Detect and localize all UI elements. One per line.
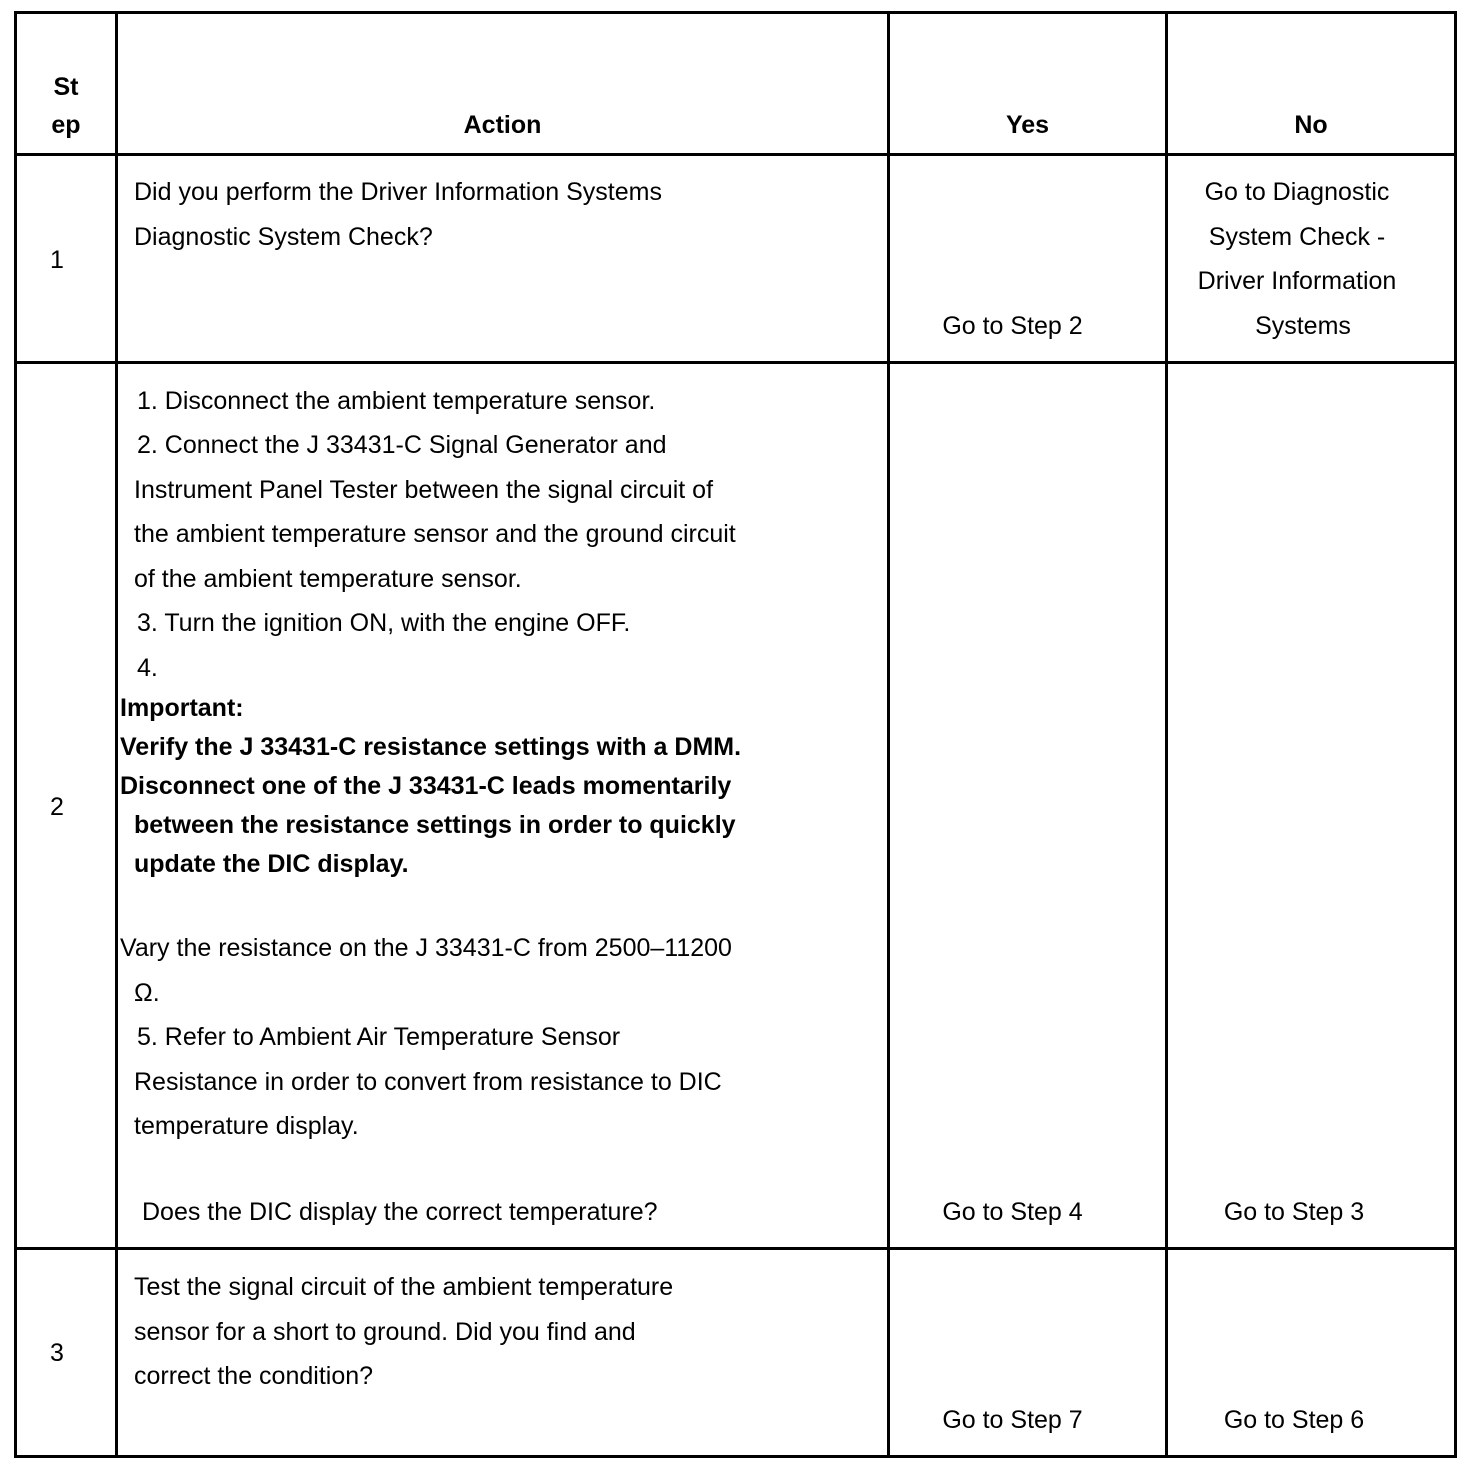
no-cell-line: System Check -: [1208, 223, 1386, 251]
header-step-line1: St: [53, 73, 79, 101]
step-number: 2: [50, 793, 64, 821]
important-label: Important:: [120, 694, 244, 722]
action-line: 5. Refer to Ambient Air Temperature Sensor: [137, 1023, 621, 1051]
action-line: of the ambient temperature sensor.: [134, 565, 522, 593]
action-line: sensor for a short to ground. Did you find and: [134, 1318, 636, 1346]
step-number: 3: [50, 1339, 64, 1367]
important-line: Verify the J 33431-C resistance settings with a DMM.: [120, 733, 742, 761]
header-action: Action: [463, 111, 542, 139]
row-divider-2: [14, 1247, 1457, 1250]
action-line: correct the condition?: [134, 1362, 374, 1390]
header-yes: Yes: [1005, 111, 1050, 139]
action-line: Test the signal circuit of the ambient temperature: [134, 1273, 674, 1301]
header-step-line2: ep: [51, 111, 81, 139]
important-line: Disconnect one of the J 33431-C leads momentarily: [120, 772, 732, 800]
step-number: 1: [50, 246, 64, 274]
action-line: Did you perform the Driver Information Systems: [134, 178, 662, 206]
row-divider-1: [14, 361, 1457, 364]
yes-cell: Go to Step 4: [942, 1198, 1083, 1226]
yes-cell: Go to Step 7: [942, 1406, 1083, 1434]
no-cell-line: Go to Diagnostic: [1204, 178, 1390, 206]
no-cell-line: Systems: [1255, 312, 1351, 340]
yes-cell: Go to Step 2: [942, 312, 1083, 340]
action-line: Vary the resistance on the J 33431-C from 2500–11200: [120, 934, 732, 962]
column-divider-step: [115, 11, 118, 1458]
important-line: between the resistance settings in order to quickly: [134, 811, 736, 839]
action-line: 3. Turn the ignition ON, with the engine OFF.: [137, 609, 631, 637]
action-line: Ω.: [134, 979, 160, 1007]
header-no: No: [1294, 111, 1328, 139]
column-divider-action: [887, 11, 890, 1458]
action-line: Diagnostic System Check?: [134, 223, 433, 251]
header-step: [17, 68, 115, 144]
action-line: Resistance in order to convert from resistance to DIC: [134, 1068, 722, 1096]
action-line: 4.: [137, 654, 158, 682]
action-line: 2. Connect the J 33431-C Signal Generator and: [137, 431, 667, 459]
no-cell: Go to Step 3: [1223, 1198, 1365, 1226]
no-cell: Go to Step 6: [1223, 1406, 1365, 1434]
action-line: temperature display.: [134, 1112, 359, 1140]
action-line: the ambient temperature sensor and the ground circuit: [134, 520, 736, 548]
important-line: update the DIC display.: [134, 850, 409, 878]
question-line: Does the DIC display the correct temperature?: [142, 1198, 658, 1226]
row-divider-header: [14, 153, 1457, 156]
action-line: Instrument Panel Tester between the signal circuit of: [134, 476, 714, 504]
action-line: 1. Disconnect the ambient temperature sensor.: [137, 387, 656, 415]
no-cell-line: Driver Information: [1197, 267, 1397, 295]
